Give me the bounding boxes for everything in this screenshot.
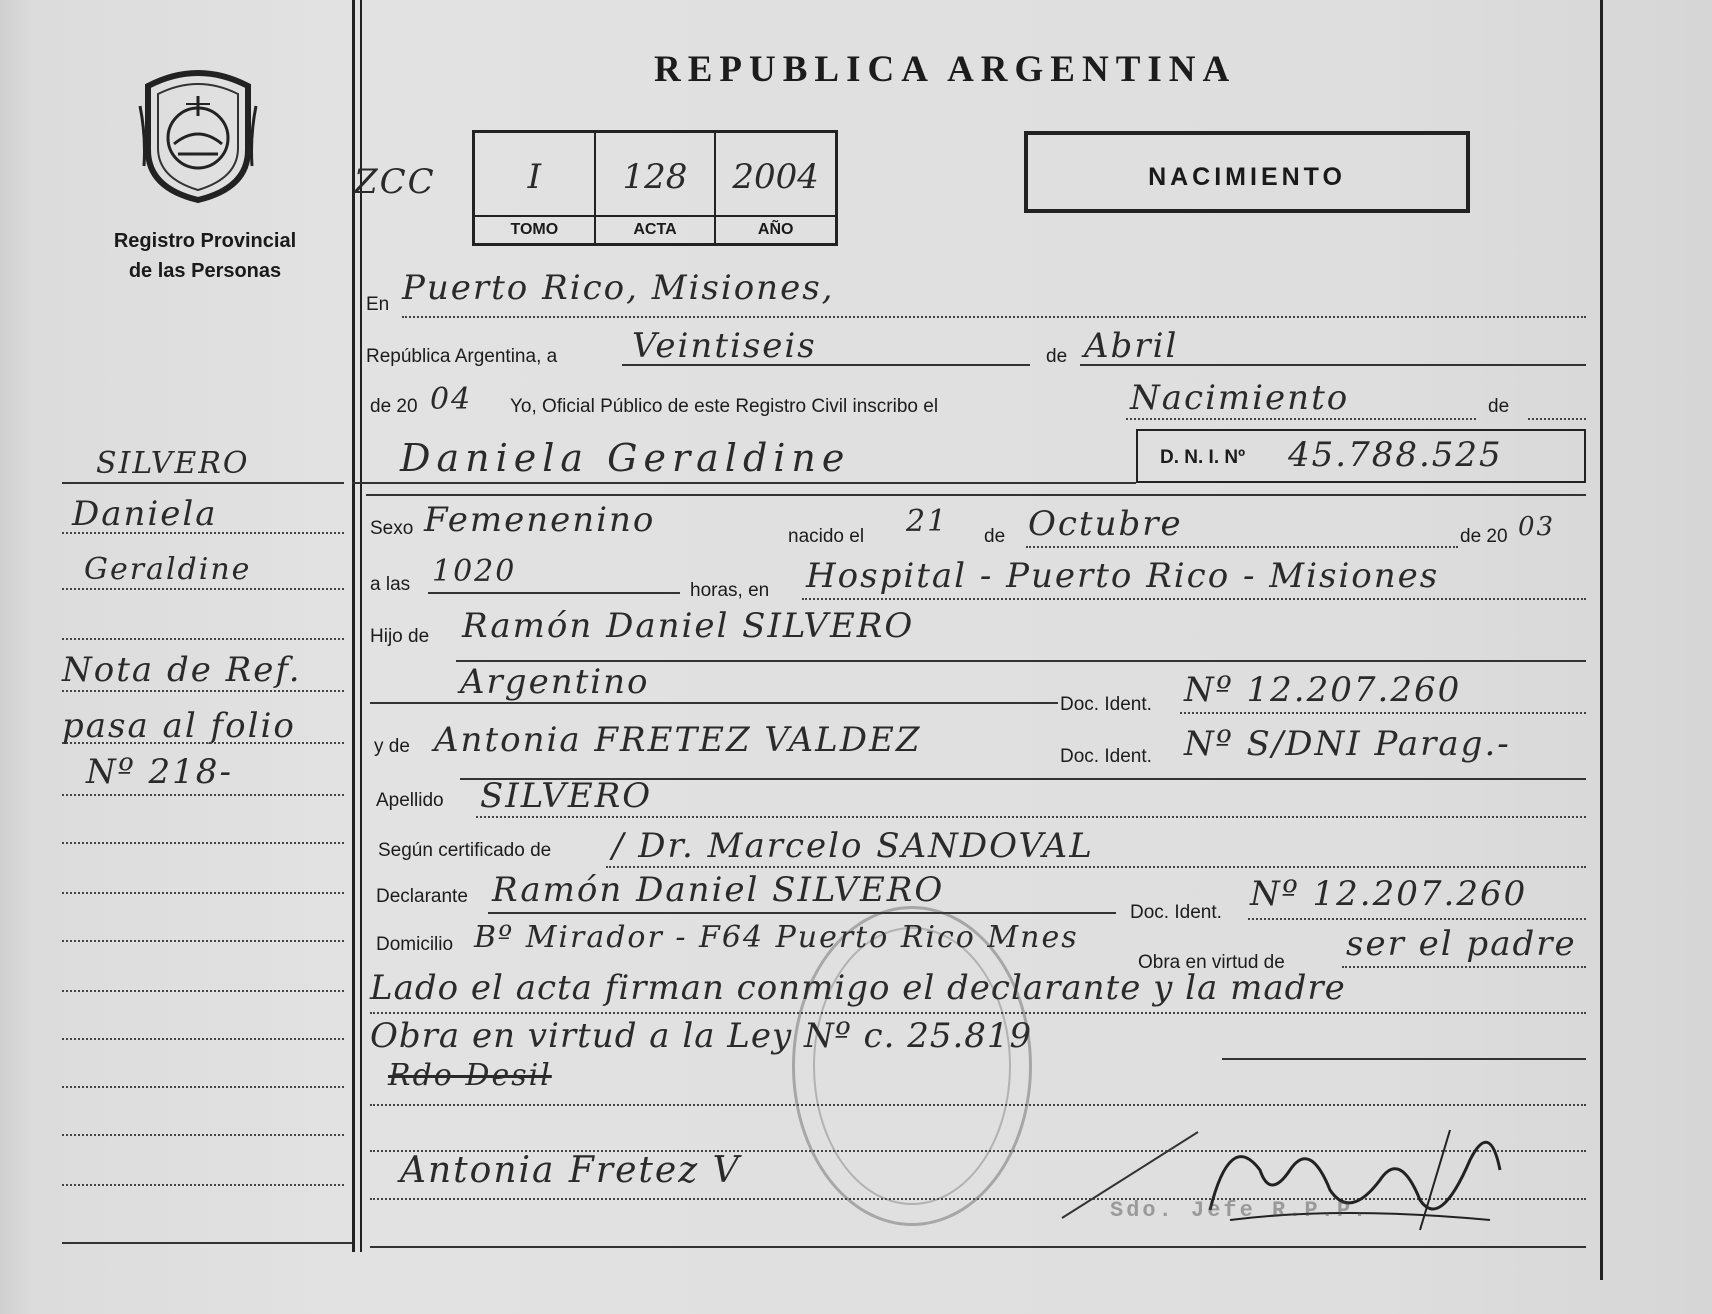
margin-middle-name: Geraldine — [84, 552, 252, 587]
official-round-stamp — [792, 906, 1032, 1226]
act-type-box — [1024, 131, 1470, 213]
record-ano-label: AÑO — [716, 215, 835, 239]
mother-name-value: Antonia FRETEZ VALDEZ — [434, 720, 922, 760]
margin-dots — [62, 1134, 344, 1136]
margin-dots — [62, 892, 344, 894]
month-value: Abril — [1084, 326, 1179, 366]
de-label: de — [1046, 346, 1068, 367]
nacido-label: nacido el — [788, 526, 865, 547]
stamp-inner-ring — [813, 927, 1011, 1205]
margin-note-line3: Nº 218- — [86, 752, 233, 792]
record-cell-acta — [596, 133, 717, 243]
margin-dots — [62, 990, 344, 992]
record-acta-label: ACTA — [596, 215, 715, 239]
birth-time-value: 1020 — [432, 554, 517, 589]
margin-surname: SILVERO — [96, 446, 250, 481]
official-title-stamp: Sdo. Jefe R.P.P. — [1110, 1198, 1370, 1223]
dni-value: 45.788.525 — [1288, 435, 1503, 475]
margin-dots — [62, 588, 344, 590]
record-acta-value: 128 — [622, 157, 688, 197]
handwritten-line-a: Lado el acta firman conmigo el declarante y la madre — [370, 968, 1346, 1008]
birth-month-value: Octubre — [1028, 504, 1183, 544]
doc-ident-label: Doc. Ident. — [1060, 694, 1152, 715]
row-dots — [1026, 546, 1458, 548]
domicilio-label: Domicilio — [376, 934, 454, 955]
doc-ident-label-3: Doc. Ident. — [1130, 902, 1222, 923]
de-label-2: de — [1488, 396, 1510, 417]
margin-dots — [62, 794, 344, 796]
margin-first-name: Daniela — [72, 494, 218, 534]
father-doc-value: Nº 12.207.260 — [1184, 670, 1462, 710]
page-title: REPUBLICA ARGENTINA — [654, 49, 1237, 90]
domicilio-value: Bº Mirador - F64 Puerto Rico Mnes — [474, 920, 1079, 955]
row-line — [622, 364, 1030, 366]
margin-dots — [62, 638, 344, 640]
birth-year-suffix-value: 03 — [1518, 512, 1556, 542]
margin-line — [62, 482, 344, 484]
mother-signature: Antonia Fretez V — [400, 1150, 741, 1191]
row-line — [370, 702, 1058, 704]
apellido-value: SILVERO — [480, 776, 653, 816]
birth-place-value: Hospital - Puerto Rico - Misiones — [806, 556, 1440, 596]
y-de-label: y de — [374, 736, 410, 757]
handwritten-line-b: Obra en virtud a la Ley Nº c. 25.819 — [370, 1016, 1033, 1056]
record-ano-value: 2004 — [732, 157, 819, 197]
act-type-value: Nacimiento — [1130, 378, 1350, 418]
horas-label: horas, en — [690, 580, 770, 601]
oficial-text: Yo, Oficial Público de este Registro Civil inscribo el — [510, 396, 939, 417]
doc-ident-label-2: Doc. Ident. — [1060, 746, 1152, 767]
row-dots — [606, 866, 1586, 868]
registry-label-line1: Registro Provincial — [113, 230, 297, 252]
birth-de-label: de — [984, 526, 1006, 547]
diagonal-stroke-icon — [1060, 1130, 1200, 1220]
margin-bottom-line — [62, 1242, 352, 1244]
margin-dots — [62, 1086, 344, 1088]
dni-label: D. N. I. Nº — [1160, 447, 1246, 468]
day-words-value: Veintiseis — [632, 326, 817, 366]
place-value: Puerto Rico, Misiones, — [402, 268, 835, 308]
sexo-value: Femenenino — [424, 500, 656, 540]
year-prefix-label: de 20 — [370, 396, 418, 417]
record-tomo-label: TOMO — [475, 215, 594, 239]
republica-label: República Argentina, a — [366, 346, 558, 367]
record-table — [472, 130, 838, 246]
declarante-value: Ramón Daniel SILVERO — [492, 870, 945, 910]
row-dots — [1180, 712, 1586, 714]
margin-dots — [62, 1038, 344, 1040]
margin-dots — [62, 690, 344, 692]
handwritten-line-c-struck: Rdo Desil — [388, 1058, 552, 1093]
row-line — [1080, 364, 1586, 366]
row-dots — [802, 598, 1586, 600]
a-las-label: a las — [370, 574, 411, 595]
row-dots — [1248, 918, 1586, 920]
hijo-label: Hijo de — [370, 626, 430, 647]
row-dots — [1528, 418, 1586, 420]
margin-note-line1: Nota de Ref. — [62, 650, 302, 690]
father-nationality-value: Argentino — [460, 662, 650, 702]
row-line — [428, 592, 680, 594]
record-tomo-value: I — [527, 157, 542, 197]
mother-doc-value: Nº S/DNI Parag.- — [1184, 724, 1511, 764]
row-line — [488, 912, 1116, 914]
act-type-label: NACIMIENTO — [1148, 163, 1346, 191]
year-suffix-value: 04 — [430, 382, 473, 417]
margin-dots — [62, 1184, 344, 1186]
apellido-label: Apellido — [376, 790, 444, 811]
sexo-label: Sexo — [370, 518, 414, 539]
dni-box — [1136, 429, 1586, 483]
row-line — [366, 494, 1586, 496]
margin-dots — [62, 532, 344, 534]
record-cell-tomo — [475, 133, 596, 243]
margin-note-line2: pasa al folio — [62, 706, 296, 746]
full-name-value: Daniela Geraldine — [400, 436, 851, 480]
row-line — [352, 482, 1136, 484]
obra-value: ser el padre — [1346, 924, 1577, 964]
row-dots — [1342, 966, 1586, 968]
registry-label — [60, 226, 350, 286]
record-cell-ano — [716, 133, 835, 243]
margin-dots — [62, 842, 344, 844]
right-page-border — [1600, 0, 1603, 1280]
margin-dots — [62, 742, 344, 744]
en-label: En — [366, 294, 390, 315]
row-line — [370, 1246, 1586, 1248]
declarante-doc-value: Nº 12.207.260 — [1250, 874, 1528, 914]
segun-label: Según certificado de — [378, 840, 552, 861]
misiones-province-seal-icon — [136, 66, 260, 204]
row-line — [1222, 1058, 1586, 1060]
margin-dots — [62, 940, 344, 942]
obra-label: Obra en virtud de — [1138, 952, 1285, 973]
registry-label-line2: de las Personas — [128, 260, 282, 282]
row-dots — [476, 816, 1586, 818]
record-prefix: ZCC — [354, 162, 436, 202]
row-dots — [402, 316, 1586, 318]
birth-year-prefix-label: de 20 — [1460, 526, 1508, 547]
certificado-value: / Dr. Marcelo SANDOVAL — [612, 826, 1094, 866]
father-name-value: Ramón Daniel SILVERO — [462, 606, 915, 646]
row-dots — [1126, 418, 1476, 420]
declarante-label: Declarante — [376, 886, 468, 907]
birth-day-value: 21 — [906, 504, 949, 539]
